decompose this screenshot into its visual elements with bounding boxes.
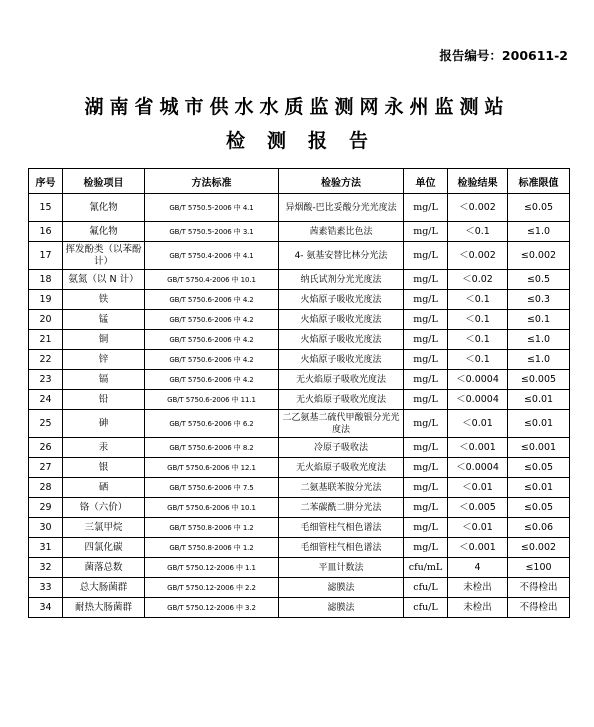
header-seq: 序号 bbox=[29, 169, 63, 194]
cell-standard: GB/T 5750.8-2006 中 1.2 bbox=[145, 538, 279, 558]
cell-method: 二苯碳酰二肼分光法 bbox=[279, 498, 404, 518]
header-standard: 方法标准 bbox=[145, 169, 279, 194]
cell-item: 银 bbox=[63, 458, 145, 478]
cell-limit: ≤1.0 bbox=[508, 222, 570, 242]
cell-standard: GB/T 5750.6-2006 中 4.2 bbox=[145, 330, 279, 350]
cell-item: 挥发酚类（以苯酚计） bbox=[63, 242, 145, 270]
cell-unit: mg/L bbox=[404, 438, 448, 458]
report-number: 报告编号：200611-2 bbox=[439, 48, 568, 63]
cell-seq: 16 bbox=[29, 222, 63, 242]
table-row bbox=[29, 330, 570, 350]
cell-standard: GB/T 5750.6-2006 中 12.1 bbox=[145, 458, 279, 478]
cell-item: 锌 bbox=[63, 350, 145, 370]
cell-result: ＜0.01 bbox=[448, 410, 508, 438]
cell-limit: ≤0.002 bbox=[508, 538, 570, 558]
cell-standard: GB/T 5750.6-2006 中 10.1 bbox=[145, 498, 279, 518]
cell-seq: 23 bbox=[29, 370, 63, 390]
cell-seq: 19 bbox=[29, 290, 63, 310]
cell-unit: mg/L bbox=[404, 538, 448, 558]
cell-result: 未检出 bbox=[448, 598, 508, 618]
cell-seq: 26 bbox=[29, 438, 63, 458]
cell-item: 菌落总数 bbox=[63, 558, 145, 578]
cell-result: ＜0.1 bbox=[448, 350, 508, 370]
cell-standard: GB/T 5750.6-2006 中 4.2 bbox=[145, 350, 279, 370]
cell-limit: ≤1.0 bbox=[508, 330, 570, 350]
cell-result: 未检出 bbox=[448, 578, 508, 598]
cell-item: 铁 bbox=[63, 290, 145, 310]
table-row bbox=[29, 290, 570, 310]
cell-unit: mg/L bbox=[404, 330, 448, 350]
cell-seq: 17 bbox=[29, 242, 63, 270]
header-item: 检验项目 bbox=[63, 169, 145, 194]
table-row bbox=[29, 242, 570, 270]
cell-item: 氰化物 bbox=[63, 194, 145, 222]
cell-result: ＜0.0004 bbox=[448, 458, 508, 478]
cell-seq: 31 bbox=[29, 538, 63, 558]
cell-limit: ≤0.005 bbox=[508, 370, 570, 390]
cell-method: 火焰原子吸收光度法 bbox=[279, 290, 404, 310]
header-result: 检验结果 bbox=[448, 169, 508, 194]
header-limit: 标准限值 bbox=[508, 169, 570, 194]
cell-limit: 不得检出 bbox=[508, 598, 570, 618]
cell-method: 异烟酸-巴比妥酸分光光度法 bbox=[279, 194, 404, 222]
cell-unit: mg/L bbox=[404, 478, 448, 498]
cell-item: 铬（六价） bbox=[63, 498, 145, 518]
cell-standard: GB/T 5750.8-2006 中 1.2 bbox=[145, 518, 279, 538]
cell-unit: mg/L bbox=[404, 498, 448, 518]
cell-item: 砷 bbox=[63, 410, 145, 438]
cell-limit: ≤0.06 bbox=[508, 518, 570, 538]
cell-method: 火焰原子吸收光度法 bbox=[279, 310, 404, 330]
cell-limit: ≤0.05 bbox=[508, 194, 570, 222]
cell-unit: mg/L bbox=[404, 370, 448, 390]
cell-standard: GB/T 5750.6-2006 中 4.2 bbox=[145, 290, 279, 310]
cell-seq: 15 bbox=[29, 194, 63, 222]
cell-method: 无火焰原子吸收光度法 bbox=[279, 370, 404, 390]
cell-method: 无火焰原子吸收光度法 bbox=[279, 390, 404, 410]
cell-standard: GB/T 5750.6-2006 中 11.1 bbox=[145, 390, 279, 410]
cell-limit: ≤1.0 bbox=[508, 350, 570, 370]
cell-unit: cfu/L bbox=[404, 598, 448, 618]
cell-limit: ≤0.1 bbox=[508, 310, 570, 330]
cell-result: ＜0.1 bbox=[448, 330, 508, 350]
cell-unit: mg/L bbox=[404, 350, 448, 370]
cell-limit: ≤0.05 bbox=[508, 498, 570, 518]
cell-seq: 29 bbox=[29, 498, 63, 518]
cell-result: ＜0.001 bbox=[448, 438, 508, 458]
cell-seq: 27 bbox=[29, 458, 63, 478]
cell-unit: mg/L bbox=[404, 222, 448, 242]
cell-limit: ≤0.01 bbox=[508, 410, 570, 438]
cell-item: 锰 bbox=[63, 310, 145, 330]
cell-result: ＜0.001 bbox=[448, 538, 508, 558]
table-body bbox=[29, 194, 570, 618]
cell-seq: 34 bbox=[29, 598, 63, 618]
cell-seq: 21 bbox=[29, 330, 63, 350]
cell-standard: GB/T 5750.12-2006 中 2.2 bbox=[145, 578, 279, 598]
table-row bbox=[29, 518, 570, 538]
cell-method: 无火焰原子吸收光度法 bbox=[279, 458, 404, 478]
cell-standard: GB/T 5750.6-2006 中 8.2 bbox=[145, 438, 279, 458]
cell-method: 毛细管柱气相色谱法 bbox=[279, 518, 404, 538]
table-row bbox=[29, 598, 570, 618]
header-method: 检验方法 bbox=[279, 169, 404, 194]
cell-method: 火焰原子吸收光度法 bbox=[279, 350, 404, 370]
table-row bbox=[29, 578, 570, 598]
cell-limit: 不得检出 bbox=[508, 578, 570, 598]
cell-item: 四氯化碳 bbox=[63, 538, 145, 558]
cell-result: ＜0.1 bbox=[448, 310, 508, 330]
cell-standard: GB/T 5750.5-2006 中 4.1 bbox=[145, 194, 279, 222]
cell-standard: GB/T 5750.4-2006 中 4.1 bbox=[145, 242, 279, 270]
cell-unit: mg/L bbox=[404, 194, 448, 222]
cell-unit: mg/L bbox=[404, 458, 448, 478]
table-row bbox=[29, 558, 570, 578]
cell-result: ＜0.01 bbox=[448, 478, 508, 498]
table-row bbox=[29, 390, 570, 410]
cell-standard: GB/T 5750.6-2006 中 4.2 bbox=[145, 310, 279, 330]
table-row bbox=[29, 410, 570, 438]
cell-standard: GB/T 5750.5-2006 中 3.1 bbox=[145, 222, 279, 242]
cell-limit: ≤0.01 bbox=[508, 390, 570, 410]
test-results-table bbox=[28, 168, 570, 618]
cell-method: 火焰原子吸收光度法 bbox=[279, 330, 404, 350]
cell-limit: ≤0.001 bbox=[508, 438, 570, 458]
cell-item: 铜 bbox=[63, 330, 145, 350]
cell-method: 二乙氨基二硫代甲酸银分光光度法 bbox=[279, 410, 404, 438]
cell-method: 平皿计数法 bbox=[279, 558, 404, 578]
cell-standard: GB/T 5750.6-2006 中 7.5 bbox=[145, 478, 279, 498]
cell-item: 汞 bbox=[63, 438, 145, 458]
cell-limit: ≤100 bbox=[508, 558, 570, 578]
cell-seq: 24 bbox=[29, 390, 63, 410]
cell-unit: mg/L bbox=[404, 310, 448, 330]
table-row bbox=[29, 538, 570, 558]
table-row bbox=[29, 370, 570, 390]
cell-result: ＜0.002 bbox=[448, 194, 508, 222]
table-row bbox=[29, 194, 570, 222]
cell-unit: mg/L bbox=[404, 290, 448, 310]
table-row bbox=[29, 310, 570, 330]
cell-method: 毛细管柱气相色谱法 bbox=[279, 538, 404, 558]
cell-result: ＜0.0004 bbox=[448, 370, 508, 390]
cell-standard: GB/T 5750.12-2006 中 1.1 bbox=[145, 558, 279, 578]
cell-unit: cfu/mL bbox=[404, 558, 448, 578]
table-row bbox=[29, 458, 570, 478]
cell-seq: 32 bbox=[29, 558, 63, 578]
cell-result: ＜0.01 bbox=[448, 518, 508, 538]
cell-method: 滤膜法 bbox=[279, 578, 404, 598]
table-row bbox=[29, 478, 570, 498]
cell-result: ＜0.02 bbox=[448, 270, 508, 290]
cell-item: 三氯甲烷 bbox=[63, 518, 145, 538]
cell-method: 纳氏试剂分光光度法 bbox=[279, 270, 404, 290]
cell-result: ＜0.1 bbox=[448, 222, 508, 242]
cell-item: 总大肠菌群 bbox=[63, 578, 145, 598]
cell-seq: 20 bbox=[29, 310, 63, 330]
cell-seq: 33 bbox=[29, 578, 63, 598]
cell-item: 铅 bbox=[63, 390, 145, 410]
table-row bbox=[29, 270, 570, 290]
cell-standard: GB/T 5750.6-2006 中 4.2 bbox=[145, 370, 279, 390]
cell-item: 镉 bbox=[63, 370, 145, 390]
cell-result: ＜0.005 bbox=[448, 498, 508, 518]
cell-unit: mg/L bbox=[404, 410, 448, 438]
cell-method: 滤膜法 bbox=[279, 598, 404, 618]
header-unit: 单位 bbox=[404, 169, 448, 194]
table-header-row bbox=[29, 169, 570, 194]
cell-seq: 18 bbox=[29, 270, 63, 290]
cell-standard: GB/T 5750.12-2006 中 3.2 bbox=[145, 598, 279, 618]
cell-seq: 30 bbox=[29, 518, 63, 538]
cell-limit: ≤0.05 bbox=[508, 458, 570, 478]
station-title: 湖南省城市供水水质监测网永州监测站 bbox=[84, 96, 510, 118]
cell-unit: mg/L bbox=[404, 270, 448, 290]
cell-seq: 25 bbox=[29, 410, 63, 438]
cell-limit: ≤0.002 bbox=[508, 242, 570, 270]
cell-result: ＜0.0004 bbox=[448, 390, 508, 410]
cell-method: 二氨基联苯胺分光法 bbox=[279, 478, 404, 498]
cell-item: 耐热大肠菌群 bbox=[63, 598, 145, 618]
cell-result: 4 bbox=[448, 558, 508, 578]
table-row bbox=[29, 438, 570, 458]
cell-item: 硒 bbox=[63, 478, 145, 498]
cell-method: 冷原子吸收法 bbox=[279, 438, 404, 458]
report-title: 检测报告 bbox=[225, 130, 390, 152]
cell-method: 茜素锆素比色法 bbox=[279, 222, 404, 242]
cell-unit: mg/L bbox=[404, 390, 448, 410]
cell-limit: ≤0.3 bbox=[508, 290, 570, 310]
cell-seq: 22 bbox=[29, 350, 63, 370]
cell-unit: cfu/L bbox=[404, 578, 448, 598]
cell-limit: ≤0.01 bbox=[508, 478, 570, 498]
cell-method: 4- 氨基安替比林分光法 bbox=[279, 242, 404, 270]
cell-item: 氟化物 bbox=[63, 222, 145, 242]
table-row bbox=[29, 498, 570, 518]
cell-limit: ≤0.5 bbox=[508, 270, 570, 290]
cell-standard: GB/T 5750.6-2006 中 6.2 bbox=[145, 410, 279, 438]
cell-seq: 28 bbox=[29, 478, 63, 498]
cell-unit: mg/L bbox=[404, 518, 448, 538]
table-row bbox=[29, 350, 570, 370]
cell-item: 氨氮（以 N 计） bbox=[63, 270, 145, 290]
cell-result: ＜0.002 bbox=[448, 242, 508, 270]
cell-standard: GB/T 5750.4-2006 中 10.1 bbox=[145, 270, 279, 290]
cell-unit: mg/L bbox=[404, 242, 448, 270]
cell-result: ＜0.1 bbox=[448, 290, 508, 310]
table-row bbox=[29, 222, 570, 242]
